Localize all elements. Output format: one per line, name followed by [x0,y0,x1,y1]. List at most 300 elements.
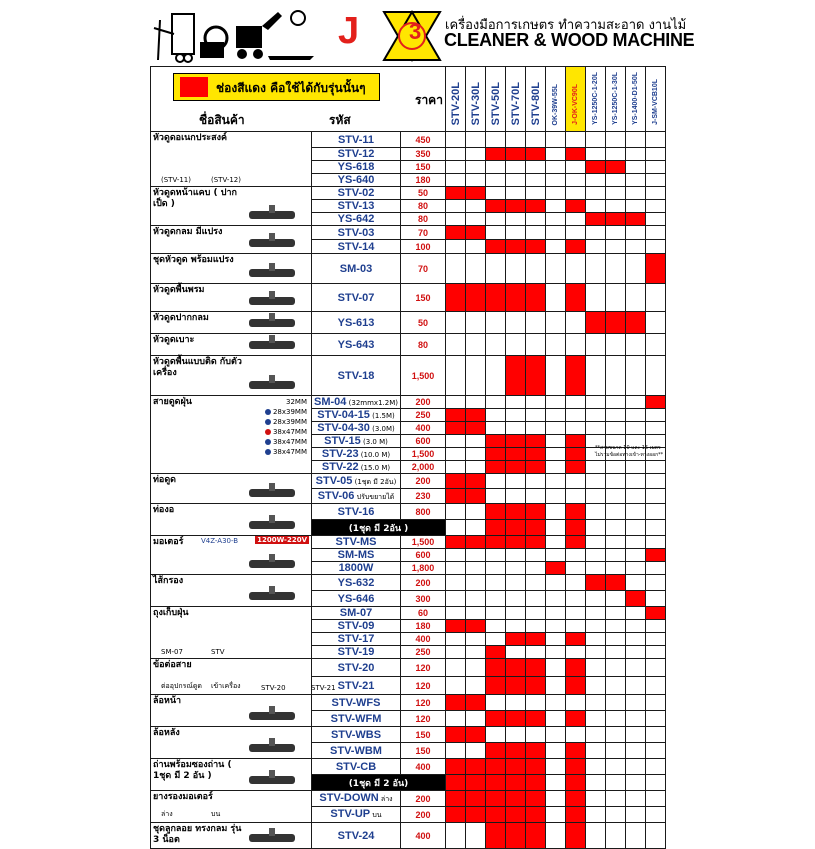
empty-cell [506,695,526,711]
compatible-mark [526,240,546,254]
empty-cell [626,807,646,823]
empty-cell [526,226,546,240]
product-code: STV-24 [312,823,401,849]
compatible-mark [486,536,506,549]
compatible-mark [486,646,506,659]
empty-cell [646,562,666,575]
empty-cell [646,823,666,849]
empty-cell [626,711,646,727]
compatible-mark [526,823,546,849]
header-title-th: เครื่องมือการเกษตร ทำความสะอาด งานไม้ [445,18,687,33]
product-price: 150 [401,161,446,174]
compatible-mark [526,711,546,727]
empty-cell [526,562,546,575]
table-row [151,284,666,312]
product-price: 200 [401,807,446,823]
empty-cell [586,474,606,489]
product-code: STV-13 [312,200,401,213]
empty-cell [506,226,526,240]
empty-cell [506,562,526,575]
empty-cell [606,474,626,489]
compatible-mark [526,435,546,448]
product-price: 1,800 [401,562,446,575]
empty-cell [626,562,646,575]
product-price: 60 [401,607,446,620]
product-caption: เข้าเครื่อง [211,682,241,690]
empty-cell [586,695,606,711]
product-code: YS-642 [312,213,401,226]
empty-cell [446,823,466,849]
hose-dot [265,429,271,435]
empty-cell [506,409,526,422]
compatible-mark [486,200,506,213]
compatible-mark [506,791,526,807]
empty-cell [626,174,646,187]
compatible-mark [466,226,486,240]
empty-cell [466,356,486,396]
product-code: STV-WFM [312,711,401,727]
product-code: STV-23 (10.0 M) [312,448,401,461]
empty-cell [606,591,626,607]
compatible-mark [566,148,586,161]
empty-cell [506,575,526,591]
compatible-mark [506,633,526,646]
empty-cell [486,575,506,591]
empty-cell [586,711,606,727]
product-name: สายดูดฝุ่น [153,397,192,407]
empty-cell [546,791,566,807]
compatible-mark [486,461,506,474]
table-row [151,132,666,148]
empty-cell [586,659,606,677]
compatible-mark [446,791,466,807]
compatible-mark [606,161,626,174]
empty-cell [646,620,666,633]
empty-cell [646,520,666,536]
table-row [151,396,666,409]
product-code: STV-15 (3.0 M) [312,435,401,448]
empty-cell [586,633,606,646]
header-title-en: CLEANER & WOOD MACHINE [444,30,695,50]
product-price: 200 [401,791,446,807]
empty-cell [486,695,506,711]
product-cell [151,132,312,187]
empty-cell [606,791,626,807]
product-price: 400 [401,633,446,646]
compatible-mark [466,807,486,823]
empty-cell [586,132,606,148]
product-cell [151,695,312,727]
compatible-mark [566,791,586,807]
compatible-mark [506,504,526,520]
empty-cell [646,474,666,489]
product-picture [245,736,305,756]
compatible-mark [466,727,486,743]
empty-cell [626,620,646,633]
product-name: หัวดูดพื้นพรม [153,285,205,295]
empty-cell [606,659,626,677]
empty-cell [506,396,526,409]
compatible-mark [526,504,546,520]
empty-cell [486,489,506,504]
empty-cell [586,200,606,213]
empty-cell [546,575,566,591]
empty-cell [466,823,486,849]
empty-cell [626,254,646,284]
product-price: 400 [401,759,446,775]
empty-cell [486,422,506,435]
table-row [151,823,666,849]
empty-cell [586,356,606,396]
empty-cell [606,409,626,422]
empty-cell [446,148,466,161]
empty-cell [586,727,606,743]
table-row [151,607,666,620]
product-code: SM-MS [312,549,401,562]
compatible-mark [626,312,646,334]
compatible-mark [606,312,626,334]
empty-cell [646,646,666,659]
compatible-mark [526,461,546,474]
empty-cell [626,132,646,148]
table-row [151,504,666,520]
product-picture [245,373,305,393]
compatible-mark [446,409,466,422]
empty-cell [646,677,666,695]
empty-cell [606,633,626,646]
empty-cell [506,132,526,148]
model-label: YS-1400-D1-50L [632,72,639,125]
model-header-YS-1400-D1-50L [626,67,646,132]
empty-cell [526,575,546,591]
empty-cell [606,807,626,823]
compatible-mark [626,591,646,607]
empty-cell [446,312,466,334]
empty-cell [486,409,506,422]
empty-cell [626,775,646,791]
product-name: ข้อต่อสาย [153,660,192,670]
empty-cell [646,536,666,549]
empty-cell [546,504,566,520]
empty-cell [646,356,666,396]
empty-cell [626,422,646,435]
empty-cell [586,607,606,620]
empty-cell [526,646,546,659]
empty-cell [526,695,546,711]
empty-cell [466,448,486,461]
product-price: 300 [401,591,446,607]
empty-cell [626,536,646,549]
compatible-mark [506,759,526,775]
empty-cell [586,536,606,549]
compatible-mark [486,448,506,461]
compatible-mark [486,148,506,161]
product-price: 230 [401,489,446,504]
compatible-mark [506,823,526,849]
empty-cell [526,591,546,607]
empty-cell [466,549,486,562]
compatible-mark [446,226,466,240]
compatible-mark [566,759,586,775]
empty-cell [466,174,486,187]
empty-cell [626,161,646,174]
compatible-mark [566,435,586,448]
empty-cell [626,646,646,659]
product-name: มอเตอร์ [153,537,184,547]
empty-cell [486,549,506,562]
model-label: YS-1250C-1-30L [612,72,619,125]
code-sub: (3.0 M) [360,438,388,446]
empty-cell [526,174,546,187]
empty-cell [566,396,586,409]
empty-cell [646,759,666,775]
empty-cell [586,148,606,161]
product-picture [245,261,305,281]
compatible-mark [486,284,506,312]
compatible-mark [566,775,586,791]
code-sub: (3.0M) [369,425,395,433]
empty-cell [606,334,626,356]
product-price: 150 [401,727,446,743]
code-sub: ล่าง [378,795,393,803]
product-cell [151,791,312,823]
empty-cell [526,409,546,422]
empty-cell [626,489,646,504]
compatible-mark [486,775,506,791]
empty-cell [446,504,466,520]
compatible-mark [566,743,586,759]
compatible-mark [646,607,666,620]
empty-cell [486,312,506,334]
table-row [151,334,666,356]
empty-cell [586,254,606,284]
compatible-mark [446,759,466,775]
hose-dot [265,439,271,445]
empty-cell [546,677,566,695]
empty-cell [486,474,506,489]
code-sub: (10.0 M) [358,451,391,459]
product-picture [245,584,305,604]
empty-cell [486,174,506,187]
empty-cell [566,549,586,562]
empty-cell [566,727,586,743]
empty-cell [526,620,546,633]
empty-cell [586,823,606,849]
product-picture [245,333,305,353]
compatible-mark [566,284,586,312]
product-picture [245,768,305,788]
product-price: 600 [401,435,446,448]
empty-cell [566,607,586,620]
code-sub: (15.0 M) [358,464,391,472]
compatible-mark [566,633,586,646]
product-price: 120 [401,677,446,695]
empty-cell [586,620,606,633]
compatible-mark [586,213,606,226]
empty-cell [506,474,526,489]
product-price: 250 [401,646,446,659]
empty-cell [486,161,506,174]
empty-cell [546,807,566,823]
empty-cell [466,334,486,356]
empty-cell [566,562,586,575]
table-row [151,187,666,200]
model-label: J-SM-VCB10L [652,79,659,125]
model-label: J-OK-VC90L [572,84,579,125]
compatible-mark [566,677,586,695]
empty-cell [466,240,486,254]
header-row [151,67,666,132]
model-label: YS-1250C-1-20L [592,72,599,125]
empty-cell [606,711,626,727]
product-code: STV-19 [312,646,401,659]
empty-cell [446,132,466,148]
empty-cell [606,200,626,213]
compatible-mark [446,807,466,823]
column-code-label: รหัส [329,113,351,127]
model-header-OK-39W-55L [546,67,566,132]
product-name: หัวดูดเบาะ [153,335,195,345]
product-price: 100 [401,240,446,254]
empty-cell [466,504,486,520]
hose-dot [265,419,271,425]
empty-cell [486,356,506,396]
empty-cell [646,226,666,240]
compatible-mark [526,743,546,759]
product-picture [245,481,305,501]
empty-cell [646,132,666,148]
empty-cell [606,174,626,187]
empty-cell [606,148,626,161]
empty-cell [546,334,566,356]
compatible-mark [486,711,506,727]
empty-cell [506,727,526,743]
compatible-mark [486,791,506,807]
compatible-mark [526,759,546,775]
code-sub: บน [370,811,382,819]
product-code: STV-05 (1ชุด มี 2อัน) [312,474,401,489]
product-picture [245,552,305,572]
product-code: STV-MS [312,536,401,549]
product-price: 1,500 [401,448,446,461]
empty-cell [606,727,626,743]
table-row [151,312,666,334]
empty-cell [486,620,506,633]
product-caption: ล่าง [161,810,173,818]
empty-cell [446,659,466,677]
empty-cell [586,807,606,823]
badge-number: 3 [409,19,422,44]
product-cell [151,254,312,284]
compatible-mark [506,775,526,791]
table-row [151,791,666,807]
product-code: YS-643 [312,334,401,356]
product-cell [151,284,312,312]
empty-cell [546,435,566,448]
product-price: 80 [401,200,446,213]
compatible-mark [446,474,466,489]
empty-cell [606,356,626,396]
empty-cell [446,646,466,659]
compatible-mark [566,711,586,727]
model-header-J-SM-VCB10L [646,67,666,132]
compatible-mark [486,520,506,536]
empty-cell [526,607,546,620]
table-row [151,254,666,284]
compatible-mark [566,240,586,254]
compatible-mark [486,659,506,677]
product-cell [151,727,312,759]
empty-cell [626,240,646,254]
empty-cell [586,174,606,187]
product-code: STV-06 ปรับขยายได้ [312,489,401,504]
product-price: 400 [401,422,446,435]
empty-cell [446,562,466,575]
compatible-mark [466,187,486,200]
product-name: หัวดูดกลม มีแปรง [153,227,223,237]
empty-cell [546,226,566,240]
product-name: ไส้กรอง [153,576,184,586]
empty-cell [566,132,586,148]
empty-cell [446,396,466,409]
compatible-mark [446,489,466,504]
table-row [151,536,666,549]
product-code: YS-618 [312,161,401,174]
product-cell [151,823,312,849]
empty-cell [586,591,606,607]
code-sub: (1ชุด มี 2อัน) [352,477,397,486]
empty-cell [446,334,466,356]
product-cell [151,356,312,396]
model-label: STV-70L [509,81,522,125]
empty-cell [446,461,466,474]
product-price: 150 [401,743,446,759]
compatible-mark [466,474,486,489]
compatible-mark [446,422,466,435]
compatible-mark [566,807,586,823]
compatible-mark [446,536,466,549]
hose-dot [265,449,271,455]
empty-cell [626,334,646,356]
empty-cell [526,396,546,409]
empty-cell [606,489,626,504]
product-name: หัวดูดปากกลม [153,313,209,323]
empty-cell [646,659,666,677]
hose-size-label: 32MM [286,398,307,406]
compatible-mark [486,504,506,520]
empty-cell [546,422,566,435]
empty-cell [546,536,566,549]
empty-cell [586,461,606,474]
empty-cell [446,174,466,187]
product-name: ท่องอ [153,505,175,515]
product-picture [245,289,305,309]
model-header-STV-50L [486,67,506,132]
compatible-mark [526,520,546,536]
empty-cell [466,200,486,213]
table-row [151,659,666,677]
model-header-YS-1250C-1-30L [606,67,626,132]
empty-cell [606,607,626,620]
compatible-mark [506,536,526,549]
table-row [151,575,666,591]
product-code: SM-04 (32mmx1.2M) [312,396,401,409]
empty-cell [466,659,486,677]
product-name: หัวดูดพื้นแบบติด กับตัวเครื่อง [153,357,242,378]
empty-cell [606,646,626,659]
compatible-mark [486,759,506,775]
product-price: 800 [401,504,446,520]
